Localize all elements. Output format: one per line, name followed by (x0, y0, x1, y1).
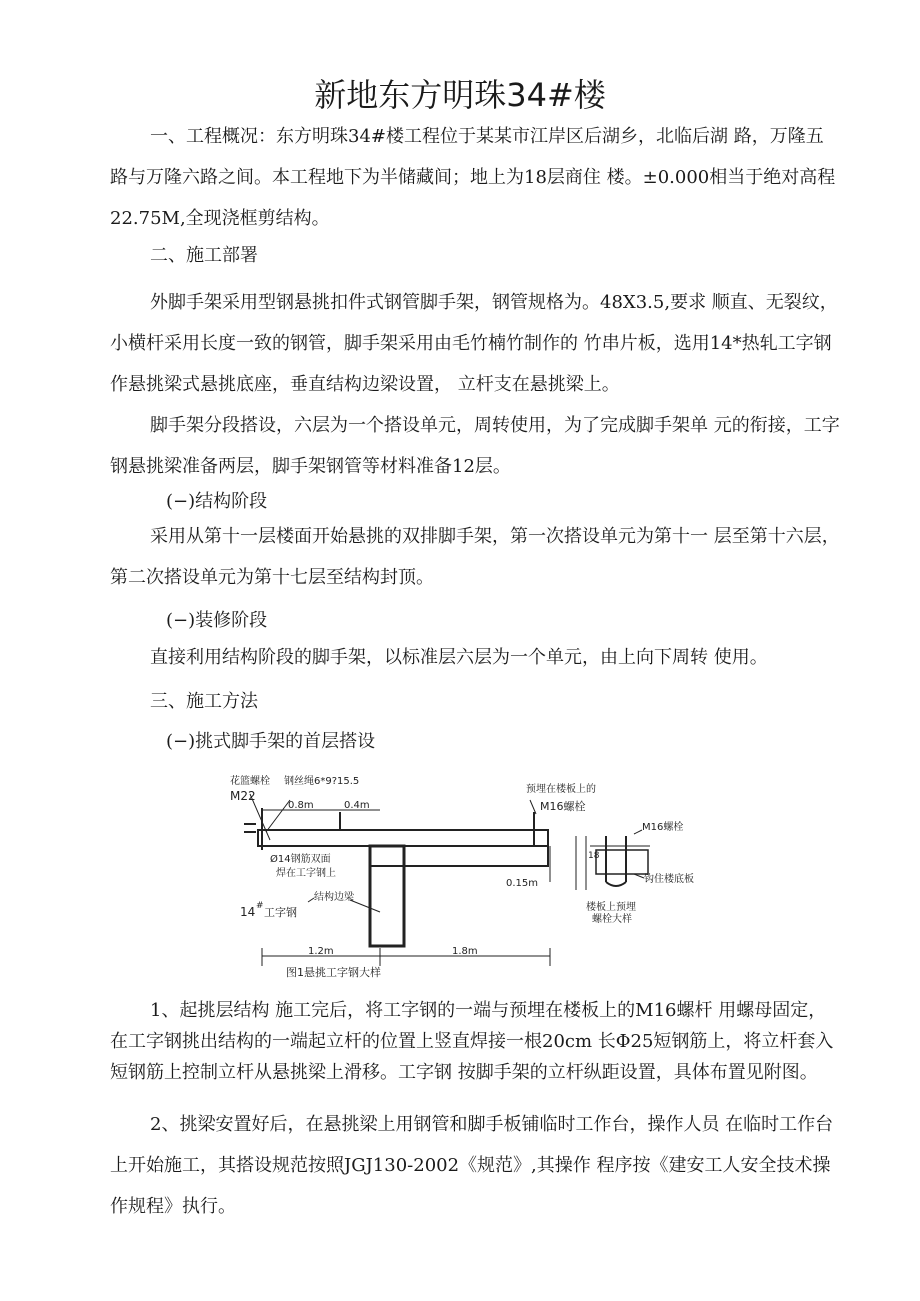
paragraph-step-1: 1、起挑层结构 施工完后，将工字钢的一端与预埋在楼板上的M16螺杆 用螺母固定，在工字钢挑出结构的一端起立杆的位置上竖直焊接一根20cm 长Φ25短钢筋上，将立杆套入短钢筋上控制立杆从悬挑梁上滑移。工字钢 按脚手架的立杆纵距设置，具体布置见附图。 (110, 1000, 834, 1083)
paragraph-segmenting: 脚手架分段搭设，六层为一个搭设单元，周转使用，为了完成脚手架单 元的衔接，工字钢悬挑梁准备两层，脚手架钢管等材料准备12层。 (110, 415, 840, 477)
label-ibeam: 工字钢 (264, 906, 297, 919)
label-embed-2: M16螺栓 (540, 800, 586, 813)
label-m16-detail: M16螺栓 (642, 822, 684, 833)
label-ibeam-num: 14 (240, 905, 256, 919)
label-detail-1: 楼板上预埋 (586, 902, 636, 913)
figure-caption: 图1悬挑工字钢大样 (286, 966, 381, 979)
label-dim-04: 0.4m (344, 800, 370, 811)
label-edge-beam: 结构边梁 (314, 892, 354, 903)
heading-deployment: 二、施工部署 (150, 245, 258, 266)
paragraph-structure-stage: 采用从第十一层楼面开始悬挑的双排脚手架，第一次搭设单元为第十一 层至第十六层，第二次搭设单元为第十七层至结构封顶。 (110, 526, 840, 588)
label-ibeam-sup: # (256, 901, 264, 911)
label-turnbuckle: 花篮螺栓 (230, 776, 270, 787)
label-dim-18: 1.8m (452, 946, 478, 957)
heading-first-layer: (−)挑式脚手架的首层搭设 (166, 731, 376, 752)
ibeam-top-flange (258, 830, 548, 846)
label-dim-08: 0.8m (288, 800, 314, 811)
label-m22: M22 (230, 789, 256, 803)
label-dim-015: 0.15m (506, 878, 539, 889)
label-rope: 钢丝绳6*9?15.5 (284, 776, 360, 787)
paragraph-step-2: 2、挑梁安置好后，在悬挑梁上用钢管和脚手板铺临时工作台，操作人员 在临时工作台上开始施工，其搭设规范按照JGJ130-2002《规范》,其操作 程序按《建安工人安全技术操作规程》执行。 (110, 1114, 834, 1217)
label-rebar-2: 焊在工字钢上 (276, 868, 336, 879)
label-dim-12: 1.2m (308, 946, 334, 957)
label-hook: 钩住楼底板 (644, 874, 694, 885)
heading-method: 三、施工方法 (150, 691, 258, 712)
paragraph-decoration-stage: 直接利用结构阶段的脚手架，以标准层六层为一个单元，由上向下周转 使用。 (150, 647, 768, 668)
label-dim-18-vertical: 18 (588, 851, 600, 861)
detail-slab (596, 850, 648, 874)
cantilever-ibeam-figure (230, 770, 710, 985)
heading-decoration-stage: (−)装修阶段 (166, 610, 268, 631)
label-embed-1: 预埋在楼板上的 (526, 784, 596, 795)
label-rebar-1: Ø14钢筋双面 (270, 854, 331, 865)
paragraph-scaffold-spec: 外脚手架采用型钢悬挑扣件式钢管脚手架，钢管规格为。48X3.5,要求 顺直、无裂纹，小横杆采用长度一致的钢管，脚手架采用由毛竹楠竹制作的 竹串片板，选用14*热轧工字钢作悬挑梁式悬挑底座，垂直结构边梁设置， 立杆支在悬挑梁上。 (110, 292, 838, 395)
floor-slab (370, 846, 548, 866)
label-detail-2: 螺栓大样 (592, 914, 632, 925)
heading-structure-stage: (−)结构阶段 (166, 491, 268, 512)
edge-beam (370, 846, 404, 946)
section-overview: 一、工程概况：东方明珠34#楼工程位于某某市江岸区后湖乡，北临后湖 路，万隆五路与万隆六路之间。本工程地下为半储藏间；地上为18层商住 楼。±0.000相当于绝对高程22.75M,全现浇框剪结构。 (110, 126, 836, 229)
page-title: 新地东方明珠34#楼 (314, 76, 606, 114)
